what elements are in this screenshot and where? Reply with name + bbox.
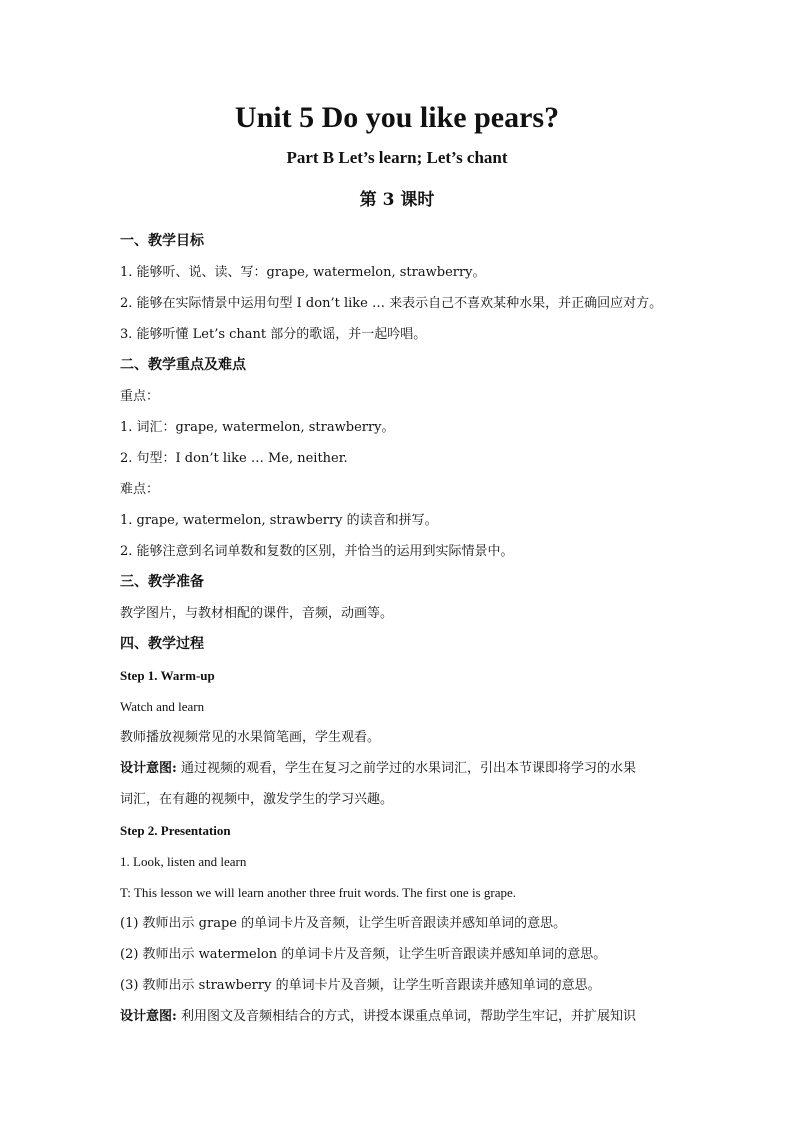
design-intent-1-cont: 词汇，在有趣的视频中，激发学生的学习兴趣。	[120, 792, 394, 807]
key-point-2: 2. 句型：I don’t like … Me, neither.	[120, 451, 348, 466]
watch-description: 教师播放视频常见的水果简笔画，学生观看。	[120, 730, 381, 745]
look-listen-learn: 1. Look, listen and learn	[120, 854, 247, 869]
procedure-1: (1) 教师出示 grape 的单词卡片及音频，让学生听音跟读并感知单词的意思。	[120, 916, 567, 931]
design-intent-label: 设计意图:	[120, 1009, 177, 1024]
difficulty-1: 1. grape, watermelon, strawberry 的读音和拼写。	[120, 513, 438, 528]
key-points-label: 重点：	[120, 389, 160, 404]
design-intent-label: 设计意图:	[120, 761, 177, 776]
objective-3: 3. 能够听懂 Let’s chant 部分的歌谣，并一起吟唱。	[120, 327, 427, 342]
design-intent-text: 利用图文及音频相结合的方式，讲授本课重点单词，帮助学生牢记，并扩展知识	[176, 1009, 636, 1024]
procedure-3: (3) 教师出示 strawberry 的单词卡片及音频，让学生听音跟读并感知单词的意思。	[120, 978, 601, 993]
document-body	[120, 226, 680, 1032]
objective-2: 2. 能够在实际情景中运用句型 I don’t like … 来表示自己不喜欢某种水果，并正确回应对方。	[120, 296, 663, 311]
procedure-2: (2) 教师出示 watermelon 的单词卡片及音频，让学生听音跟读并感知单词的意思。	[120, 947, 607, 962]
difficulty-2: 2. 能够注意到名词单数和复数的区别，并恰当的运用到实际情景中。	[120, 544, 514, 559]
preparation-text: 教学图片，与教材相配的课件，音频，动画等。	[120, 606, 394, 621]
design-intent-2	[120, 1001, 680, 1032]
design-intent-text: 通过视频的观看，学生在复习之前学过的水果词汇，引出本节课即将学习的水果	[176, 761, 636, 776]
document-title: Unit 5 Do you like pears?	[234, 101, 560, 134]
step-1-heading: Step 1. Warm-up	[120, 668, 215, 683]
teacher-line: T: This lesson we will learn another three fruit words. The first one is grape.	[120, 885, 516, 900]
key-point-1: 1. 词汇：grape, watermelon, strawberry。	[120, 420, 395, 435]
section-heading-objectives: 一、教学目标	[120, 233, 204, 249]
lesson-number: 第 3 课时	[359, 190, 435, 210]
objective-1: 1. 能够听、说、读、写：grape, watermelon, strawberry。	[120, 265, 486, 280]
section-heading-key-points: 二、教学重点及难点	[120, 357, 246, 373]
document-subtitle: Part B Let’s learn; Let’s chant	[286, 148, 508, 167]
section-heading-process: 四、教学过程	[120, 636, 204, 652]
step-2-heading: Step 2. Presentation	[120, 823, 231, 838]
difficulties-label: 难点：	[120, 482, 160, 497]
section-heading-preparation: 三、教学准备	[120, 574, 204, 590]
design-intent-1	[120, 753, 680, 784]
watch-and-learn: Watch and learn	[120, 699, 205, 714]
